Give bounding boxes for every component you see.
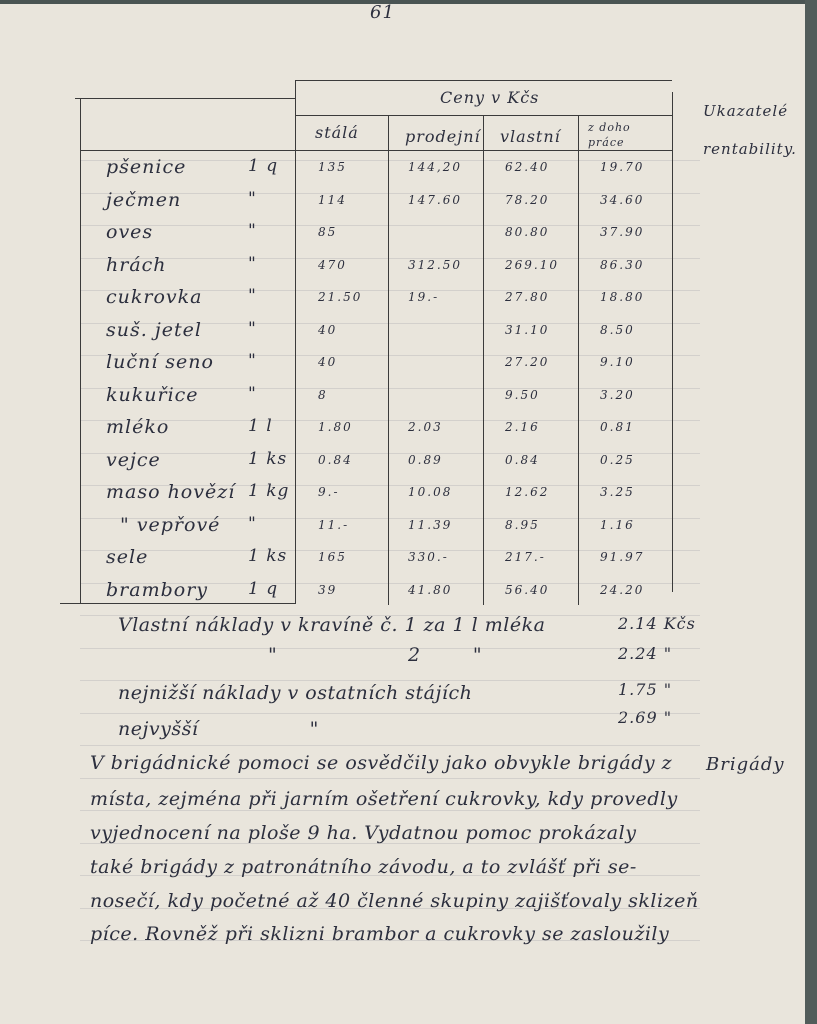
cell-vlastni: 27.20 bbox=[505, 355, 550, 369]
row-unit: 1 q bbox=[248, 579, 279, 599]
cell-prodejni: 330.- bbox=[408, 550, 449, 564]
row-unit: 1 l bbox=[248, 416, 273, 436]
cell-prodejni: 11.39 bbox=[408, 518, 453, 532]
row-label: " vepřové bbox=[120, 514, 221, 536]
cell-prace: 24.20 bbox=[600, 583, 645, 597]
cost-line-value: 2.24 " bbox=[618, 644, 673, 663]
cell-prace: 91.97 bbox=[600, 550, 645, 564]
side-note-line1: Ukazatelé bbox=[703, 102, 789, 120]
row-label: suš. jetel bbox=[106, 319, 202, 341]
cell-prace: 3.25 bbox=[600, 485, 635, 499]
cell-prodejni: 2.03 bbox=[408, 420, 443, 434]
ruled-line bbox=[80, 745, 700, 746]
row-label: vejce bbox=[106, 449, 161, 471]
row-label: luční seno bbox=[106, 351, 214, 373]
column-header-rule bbox=[80, 150, 672, 151]
cell-vlastni: 31.10 bbox=[505, 323, 550, 337]
cell-vlastni: 12.62 bbox=[505, 485, 550, 499]
cell-prodejni: 10.08 bbox=[408, 485, 453, 499]
page-top-edge bbox=[0, 0, 817, 4]
cell-prace: 1.16 bbox=[600, 518, 635, 532]
cell-stala: 21.50 bbox=[318, 290, 363, 304]
cell-vlastni: 217.- bbox=[505, 550, 546, 564]
row-label: hrách bbox=[106, 254, 167, 276]
row-unit: " bbox=[248, 286, 257, 306]
cell-prace: 34.60 bbox=[600, 193, 645, 207]
table-col-divider-3 bbox=[483, 115, 484, 605]
cost-line-text: " 2 " bbox=[268, 644, 483, 666]
cell-prodejni: 144,20 bbox=[408, 160, 462, 174]
table-col-divider-2 bbox=[388, 115, 389, 605]
row-unit: 1 kg bbox=[248, 481, 290, 501]
row-label: mléko bbox=[106, 416, 170, 438]
row-unit: 1 ks bbox=[248, 546, 288, 566]
row-unit: " bbox=[248, 254, 257, 274]
row-label: sele bbox=[106, 546, 149, 568]
paragraph-line: nosečí, kdy početné až 40 členné skupiny zajišťovaly sklizeň bbox=[90, 890, 699, 912]
row-unit: 1 ks bbox=[248, 449, 288, 469]
table-right-border bbox=[672, 92, 673, 592]
cell-prace: 37.90 bbox=[600, 225, 645, 239]
row-unit: " bbox=[248, 319, 257, 339]
cell-stala: 114 bbox=[318, 193, 347, 207]
cell-stala: 135 bbox=[318, 160, 347, 174]
row-unit: " bbox=[248, 221, 257, 241]
cell-vlastni: 0.84 bbox=[505, 453, 540, 467]
col-header-vlastni: vlastní bbox=[500, 127, 561, 146]
cell-prace: 18.80 bbox=[600, 290, 645, 304]
paragraph-line: také brigády z patronátního závodu, a to zvlášť při se- bbox=[90, 856, 637, 878]
cell-stala: 39 bbox=[318, 583, 338, 597]
row-label: brambory bbox=[106, 579, 209, 601]
page-right-edge bbox=[805, 0, 817, 1024]
ruled-line bbox=[80, 680, 700, 681]
row-label: pšenice bbox=[106, 156, 187, 178]
cell-stala: 9.- bbox=[318, 485, 340, 499]
row-unit: " bbox=[248, 351, 257, 371]
cell-vlastni: 27.80 bbox=[505, 290, 550, 304]
ruled-line bbox=[80, 713, 700, 714]
col-header-stala: stálá bbox=[315, 123, 359, 142]
row-label: oves bbox=[106, 221, 154, 243]
cell-prodejni: 19.- bbox=[408, 290, 440, 304]
paragraph-line: vyjednocení na ploše 9 ha. Vydatnou pomoc prokázaly bbox=[90, 822, 637, 844]
cell-prace: 8.50 bbox=[600, 323, 635, 337]
row-label: ječmen bbox=[106, 189, 182, 211]
group-header: Ceny v Kčs bbox=[440, 88, 540, 107]
cell-prace: 86.30 bbox=[600, 258, 645, 272]
cell-stala: 8 bbox=[318, 388, 328, 402]
page-number: 61 bbox=[370, 2, 395, 23]
cell-vlastni: 2.16 bbox=[505, 420, 540, 434]
cell-prodejni: 41.80 bbox=[408, 583, 453, 597]
cost-line-value: 1.75 " bbox=[618, 680, 673, 699]
table-bottom-rule bbox=[60, 603, 296, 604]
cell-prodejni: 147.60 bbox=[408, 193, 462, 207]
cell-vlastni: 80.80 bbox=[505, 225, 550, 239]
cell-prodejni: 0.89 bbox=[408, 453, 443, 467]
cell-prodejni: 312.50 bbox=[408, 258, 462, 272]
cell-vlastni: 56.40 bbox=[505, 583, 550, 597]
cell-stala: 165 bbox=[318, 550, 347, 564]
cell-stala: 1.80 bbox=[318, 420, 353, 434]
side-note-line2: rentability. bbox=[703, 140, 797, 158]
table-col-divider-4 bbox=[578, 115, 579, 605]
side-note-brigady: Brigády bbox=[706, 754, 785, 775]
row-unit: " bbox=[248, 189, 257, 209]
cell-vlastni: 8.95 bbox=[505, 518, 540, 532]
ruled-line bbox=[80, 778, 700, 779]
row-unit: " bbox=[248, 384, 257, 404]
cell-stala: 85 bbox=[318, 225, 338, 239]
cell-vlastni: 78.20 bbox=[505, 193, 550, 207]
cost-line-value: 2.14 Kčs bbox=[618, 614, 696, 633]
cost-line-text: Vlastní náklady v kravíně č. 1 za 1 l mléka bbox=[118, 614, 546, 636]
cell-stala: 11.- bbox=[318, 518, 350, 532]
cell-prace: 0.81 bbox=[600, 420, 635, 434]
col-header-prace: z doho práce bbox=[588, 121, 631, 149]
row-unit: 1 q bbox=[248, 156, 279, 176]
cell-stala: 470 bbox=[318, 258, 347, 272]
cell-stala: 0.84 bbox=[318, 453, 353, 467]
table-left-border bbox=[80, 98, 81, 604]
cell-prace: 19.70 bbox=[600, 160, 645, 174]
cell-prace: 9.10 bbox=[600, 355, 635, 369]
row-label: maso hovězí bbox=[106, 481, 236, 503]
row-label: kukuřice bbox=[106, 384, 199, 406]
cost-line-value: 2.69 " bbox=[618, 708, 673, 727]
paragraph-line: V brigádnické pomoci se osvědčily jako obvykle brigády z bbox=[90, 752, 673, 774]
cell-vlastni: 269.10 bbox=[505, 258, 559, 272]
table-col-divider-1 bbox=[295, 80, 296, 604]
paragraph-line: píce. Rovněž při sklizni brambor a cukrovky se zasloužily bbox=[90, 923, 670, 945]
cell-vlastni: 62.40 bbox=[505, 160, 550, 174]
cell-stala: 40 bbox=[318, 355, 338, 369]
row-unit: " bbox=[248, 514, 257, 534]
group-header-rule bbox=[296, 115, 672, 116]
col-header-prodejni: prodejní bbox=[405, 127, 481, 146]
paragraph-line: místa, zejména při jarním ošetření cukrovky, kdy provedly bbox=[90, 788, 678, 810]
ruled-line bbox=[80, 810, 700, 811]
cell-prace: 3.20 bbox=[600, 388, 635, 402]
row-label: cukrovka bbox=[106, 286, 203, 308]
cell-stala: 40 bbox=[318, 323, 338, 337]
cost-line-text: nejnižší náklady v ostatních stájích bbox=[118, 682, 473, 704]
cost-line-text: nejvyšší " bbox=[118, 718, 319, 740]
cell-prace: 0.25 bbox=[600, 453, 635, 467]
table-left-top-rule bbox=[75, 98, 296, 99]
table-top-rule bbox=[296, 80, 672, 81]
cell-vlastni: 9.50 bbox=[505, 388, 540, 402]
